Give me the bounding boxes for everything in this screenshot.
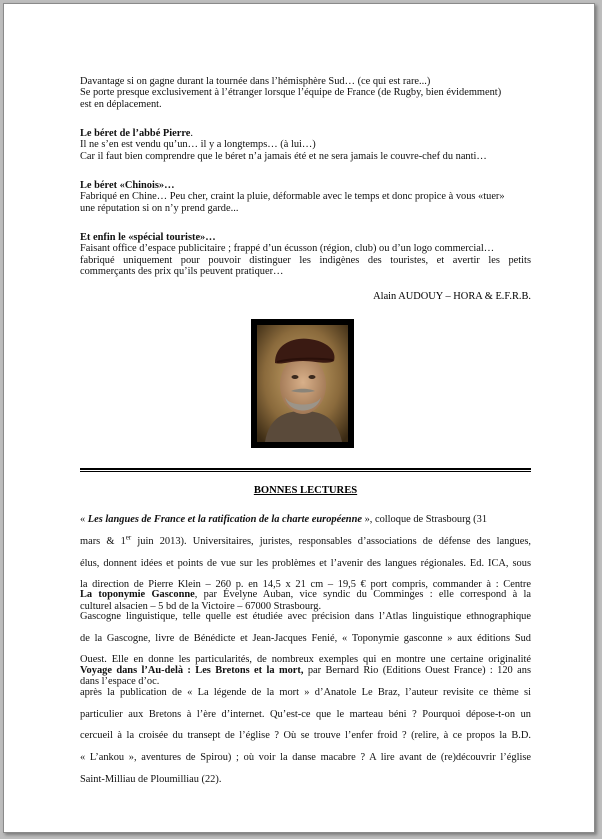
book1-line-1 [80,514,531,525]
book1-line-2 [80,533,532,548]
book1-line-3: élus, donnent idées et points de vue sur les problèmes et l’avenir des langues régionales. Ed. ICA, sous [80,557,531,569]
abbe-heading [80,128,531,139]
section-divider [80,468,531,470]
intro-line-1: Davantage si on gagne durant la tournée dans l’hémisphère Sud… (ce qui est rare...) [80,76,431,87]
book3-line-5: « L’ankou », aventures de Spirou) ; où voir la danse macabre ? A lire avant de (re)découvrir l’église [80,752,531,764]
book3-line-1-rest: par Bernard Rio (Editions Ouest France) : 120 ans [303,665,531,677]
intro-paragraph [80,76,531,110]
book2-line-1 [80,589,531,600]
touriste-line-3: commerçants des prix qu’ils peuvent pratiquer… [80,265,284,277]
book1-title: Les langues de France et la ratification de la charte européenne [87,514,362,526]
book1-sup: er [125,533,132,542]
book3-title: Voyage dans l’Au-delà : Les Bretons et la mort, [80,665,304,677]
author-signature: Alain AUDOUY – HORA & E.F.R.B. [373,291,531,302]
book3-line-2: après la publication de « La légende de la mort » d’Anatole Le Braz, l’auteur revisite ce thème si [80,687,531,699]
abbe-line-2: Car il faut bien comprendre que le béret n’a jamais été et ne sera jamais le couvre-chef du nanti… [80,150,487,162]
touriste-line-2: fabriqué uniquement pour pouvoir distinguer les indigènes des touristes, et avertir les petits [80,254,531,266]
chinois-line-2: une réputation si on n’y prend garde... [80,202,239,214]
book1-line-4: la direction de Pierre Klein – 260 p. en 14,5 x 21 cm – 19,5 € port compris, commander à : Centre [80,579,531,591]
document-page [3,3,595,833]
section-divider-thin [80,471,531,472]
book1-line-2-start: mars & 1 [80,536,126,548]
intro-line-3: est en déplacement. [80,98,162,110]
book2-line-1-rest: , par Évelyne Auban, vice syndic du Comminges : elle correspond à la [194,589,531,601]
author-portrait-photo [251,319,354,448]
book2-line-3: de la Gascogne, livre de Bénédicte et Jean-Jacques Fenié, « Toponymie gasconne » aux éditions Sud [80,632,531,644]
bonnes-lectures-heading: BONNES LECTURES [253,485,358,496]
chinois-section [80,180,531,214]
book1-line-2-rest: juin 2013). Universitaires, juristes, responsables d’associations de défense des langues, [131,536,532,548]
abbe-pierre-section [80,128,531,162]
chinois-title: Le béret «Chinois»… [80,180,175,191]
book3-line-1 [80,665,531,676]
book1-line-5: culturel alsacien – 5 bd de la Victoire – 67000 Strasbourg. [80,601,322,613]
touriste-line-1: Faisant office d’espace publicitaire ; frappé d’un écusson (région, club) ou d’un logo commercial… [80,243,495,255]
touriste-section [80,232,531,277]
abbe-line-1: Il ne s’en est vendu qu’un… il y a longtemps… (à lui…) [80,139,316,151]
book3-line-6: Saint-Milliau de Ploumilliau (22). [80,773,222,785]
book-bretons-et-la-mort [80,655,531,796]
book2-line-5: dans l’espace d’oc. [80,676,160,688]
book2-title: La toponymie Gasconne [80,589,195,601]
portrait-image [257,325,348,442]
intro-line-2: Se porte presque exclusivement à l’étranger lorsque l’équipe de France (de Rugby, bien évidemment) [80,87,502,99]
chinois-line-1: Fabriqué en Chine… Peu cher, craint la pluie, déformable avec le temps et donc propice à vous «tuer» [80,191,505,203]
book2-line-4: Ouest. Elle en donne les particularités, de nombreux exemples qui en montre une certaine originalité [80,654,531,666]
touriste-title: Et enfin le «spécial touriste»… [80,232,216,243]
book1-line-1-rest: », colloque de Strasbourg (31 [361,514,488,526]
abbe-title-end: . [190,128,194,139]
book2-line-2: Gascogne linguistique, telle quelle est étudiée avec précision dans l’Atlas linguistique ethnographique [80,611,531,623]
book3-line-4: cercueil à la croisée du transept de l’église ? Où se trouve l’enfer froid ? (relire, à ce propos la B.D. [80,730,531,742]
abbe-title: Le béret de l’abbé Pierre [80,128,191,139]
book1-quote-open: « [80,514,88,526]
book3-line-3: particulier aux Bretons à l’ère d’internet. Qu’est-ce que le marteau béni ? Pourquoi dépose-t-on un [80,708,531,720]
